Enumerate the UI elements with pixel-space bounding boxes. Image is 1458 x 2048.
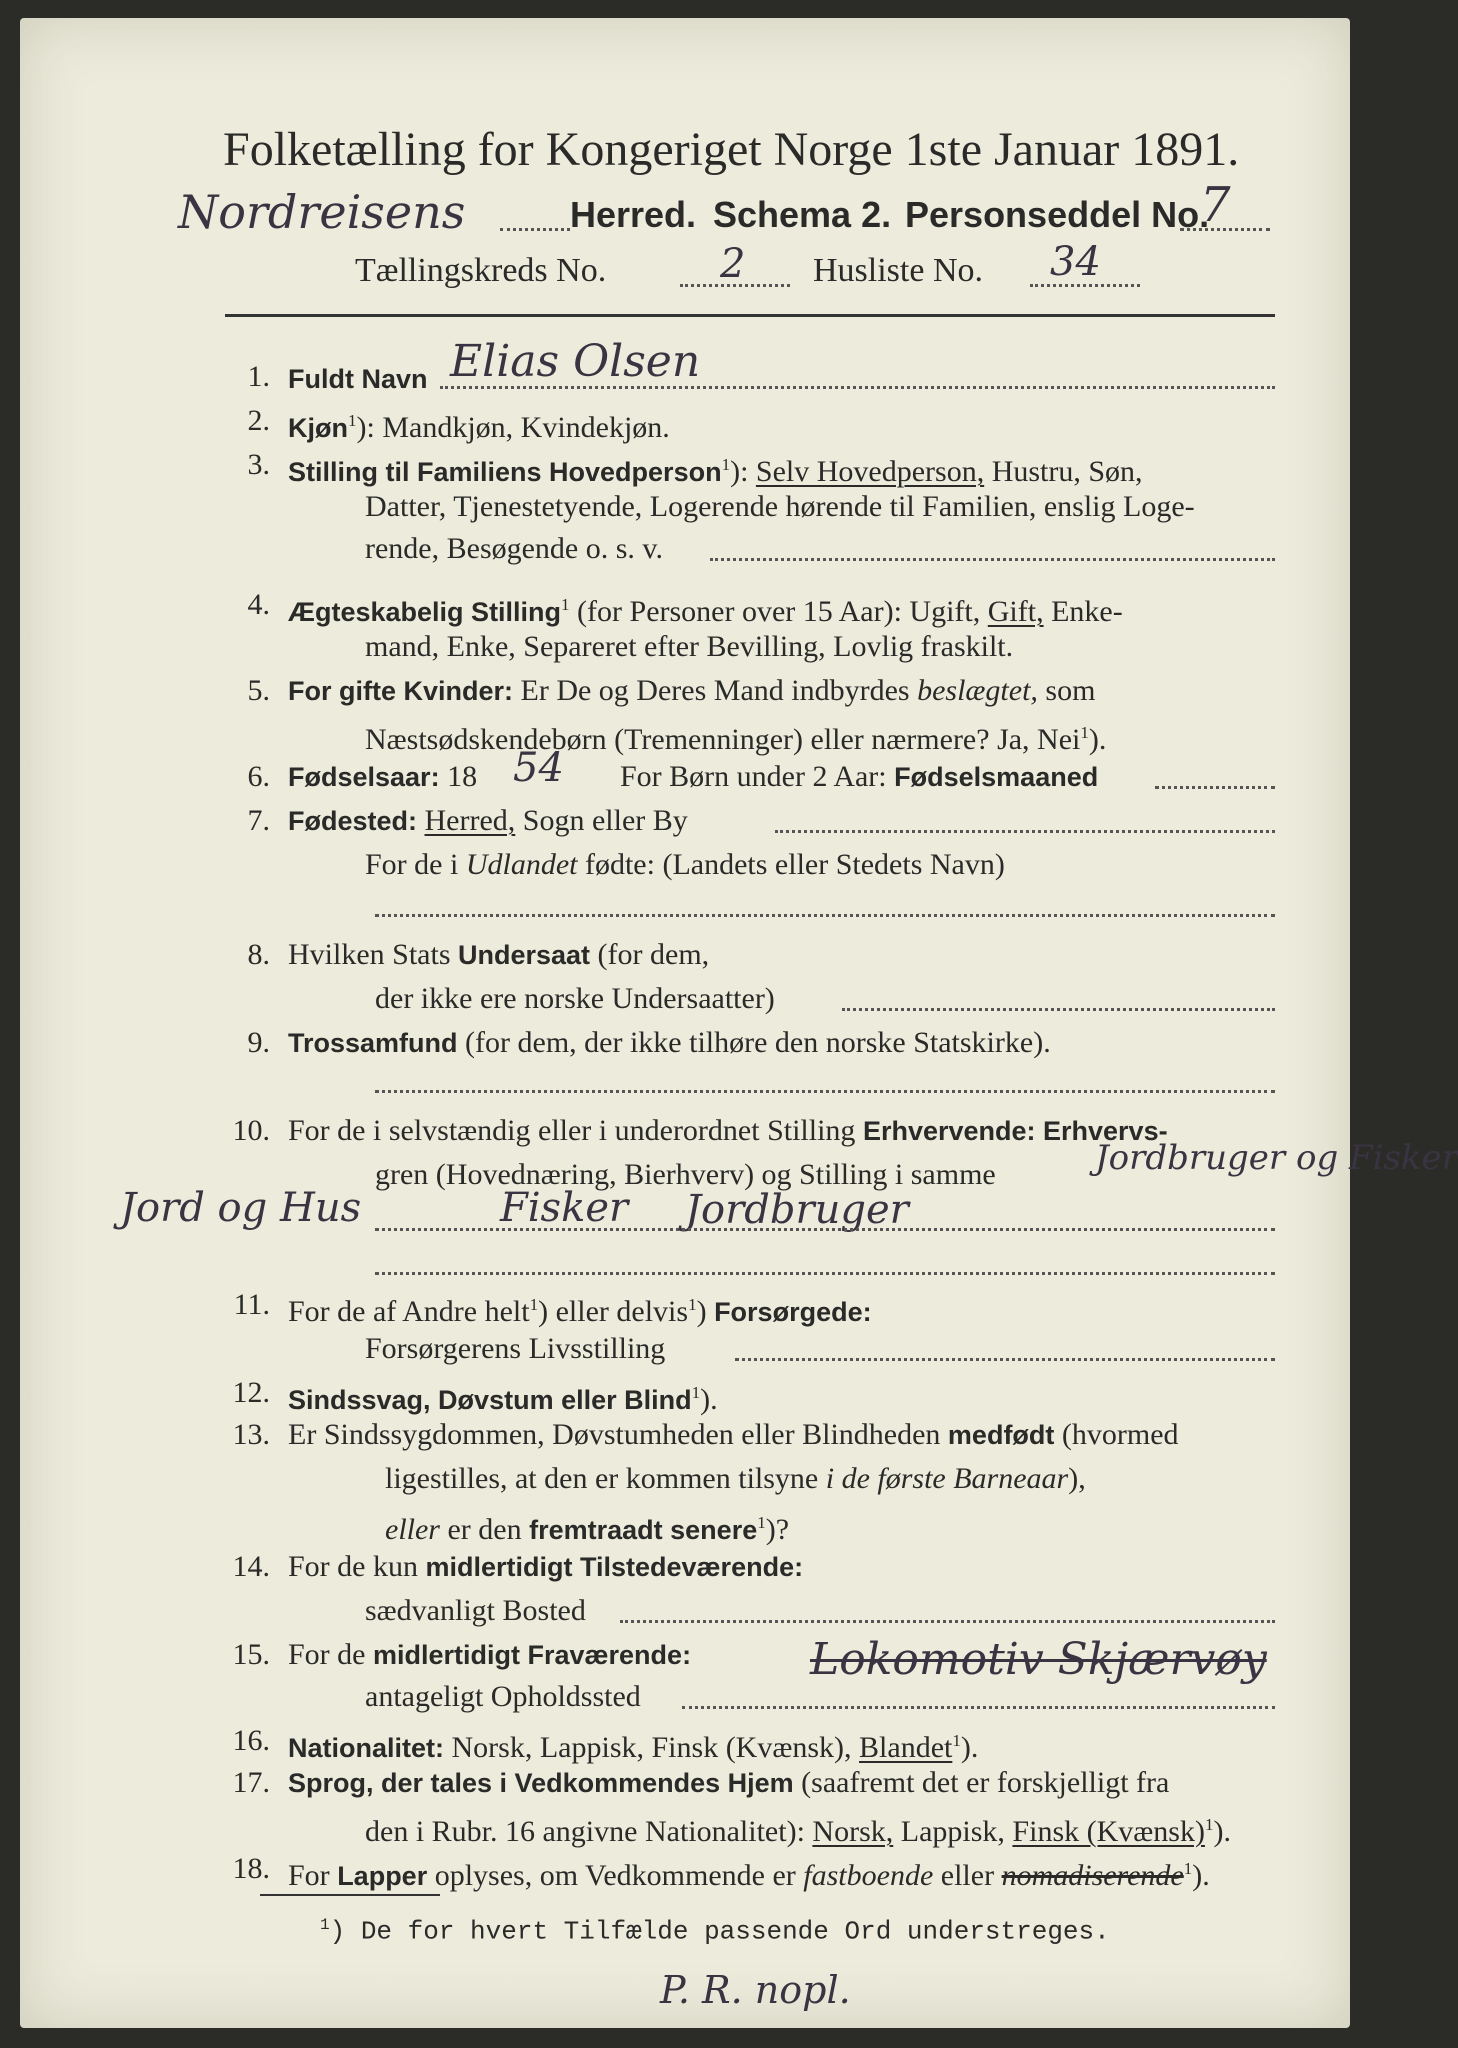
item-number: 10. — [232, 1114, 270, 1147]
form-title: Folketælling for Kongeriget Norge 1ste Januar 1891. — [223, 123, 1240, 176]
item-number: 1. — [247, 360, 270, 393]
item-number: 6. — [247, 760, 270, 793]
dotted-leader — [710, 558, 1275, 561]
dotted-leader — [500, 228, 570, 231]
dotted-leader — [1030, 284, 1140, 287]
item-number: 13. — [232, 1418, 270, 1451]
herred-label: Herred. — [570, 194, 697, 235]
item-number: 11. — [233, 1288, 270, 1321]
q2-text: Kjøn$^1$): Mandkjøn, Kvindekjøn. — [288, 411, 670, 444]
q14-line1: For de kun midlertidigt Tilstedeværende: — [288, 1550, 804, 1583]
q13-line1: Er Sindssygdommen, Døvstumheden eller Blindheden medfødt (hvormed — [288, 1418, 1179, 1451]
q12-line: Sindssvag, Døvstum eller Blind$^1$). — [288, 1383, 718, 1416]
item-number: 9. — [247, 1026, 270, 1059]
dotted-leader — [440, 386, 1275, 389]
item-number: 17. — [232, 1766, 270, 1799]
herred-value: Nordreisens — [178, 185, 466, 239]
item-number: 12. — [232, 1376, 270, 1409]
q10-answer-d: Jordbruger — [685, 1187, 909, 1233]
q7-line1: Fødested: Herred, Sogn eller By — [288, 804, 688, 837]
q1-answer: Elias Olsen — [450, 336, 701, 387]
dotted-leader — [735, 1358, 1275, 1361]
q6-answer: 54 — [513, 745, 564, 791]
q8-line2: der ikke ere norske Undersaatter) — [375, 982, 775, 1015]
q14-line2: sædvanligt Bosted — [365, 1594, 586, 1627]
q5-line1: For gifte Kvinder: Er De og Deres Mand indbyrdes beslægtet, som — [288, 674, 1096, 707]
q10-line2: gren (Hovednæring, Bierhverv) og Stilling i samme — [375, 1158, 996, 1191]
q3-line2: Datter, Tjenestetyende, Logerende hørende til Familien, enslig Loge- — [365, 490, 1195, 523]
q5-line2: Næstsødskendebørn (Tremenninger) eller nærmere? Ja, Nei$^1$). — [365, 723, 1107, 756]
dotted-leader — [620, 1620, 1275, 1623]
q10-answer-c: Fisker — [500, 1185, 629, 1231]
q15-line1: For de midlertidigt Fraværende: — [288, 1638, 692, 1671]
schema-label: Schema 2. — [713, 194, 892, 235]
item-number: 8. — [247, 938, 270, 971]
dotted-leader — [375, 1090, 1275, 1093]
dotted-leader — [1155, 786, 1275, 789]
q4-line2: mand, Enke, Separeret efter Bevilling, Lovlig fraskilt. — [365, 630, 1014, 663]
q13-line3: eller er den fremtraadt senere$^1$)? — [385, 1513, 790, 1546]
dotted-leader — [375, 1272, 1275, 1275]
q3-line1: Stilling til Familiens Hovedperson$^1$): Selv Hovedperson, Hustru, Søn, — [288, 455, 1143, 488]
item-number: 2. — [247, 404, 270, 437]
kreds-value: 2 — [720, 241, 746, 287]
q8-line1: Hvilken Stats Undersaat (for dem, — [288, 938, 710, 971]
q7-line2: For de i Udlandet fødte: (Landets eller Stedets Navn) — [365, 848, 1005, 881]
q15-answer: Lokomotiv Skjærvøy — [810, 1634, 1267, 1685]
dotted-leader — [842, 1008, 1275, 1011]
q4-line1: Ægteskabelig Stilling$^1$ (for Personer over 15 Aar): Ugift, Gift, Enke- — [288, 595, 1123, 628]
footnote-rule — [260, 1894, 440, 1896]
footnote: $^1$) De for hvert Tilfælde passende Ord understreges. — [320, 1916, 1110, 1947]
item-number: 14. — [232, 1550, 270, 1583]
dotted-leader — [680, 284, 790, 287]
item-number: 16. — [232, 1724, 270, 1757]
item-number: 15. — [232, 1638, 270, 1671]
dotted-leader — [775, 830, 1275, 833]
q17-line1: Sprog, der tales i Vedkommendes Hjem (saafremt det er forskjelligt fra — [288, 1766, 1170, 1799]
dotted-leader — [375, 914, 1275, 917]
q11-line2: Forsørgerens Livsstilling — [365, 1332, 666, 1365]
item-number: 7. — [247, 804, 270, 837]
item-number: 5. — [247, 674, 270, 707]
q3-line3: rende, Besøgende o. s. v. — [365, 532, 663, 565]
census-form — [20, 18, 1458, 2028]
q11-line1: For de af Andre helt$^1$) eller delvis$^1$) Forsørgede: — [288, 1295, 872, 1328]
husliste-value: 34 — [1050, 239, 1101, 285]
personseddel-label: Personseddel No. — [905, 194, 1210, 235]
q6-line: Fødselsaar: 18 — [288, 760, 478, 793]
q6-middle: For Børn under 2 Aar: Fødselsmaaned — [620, 760, 1099, 793]
dotted-leader — [375, 1228, 1275, 1231]
item-number: 3. — [247, 448, 270, 481]
q13-line2: ligestilles, at den er kommen tilsyne i de første Barneaar), — [385, 1462, 1086, 1495]
husliste-label: Husliste No. — [813, 252, 983, 289]
q10-line1: For de i selvstændig eller i underordnet Stilling Erhvervende: Erhvervs- — [288, 1114, 1168, 1147]
q10-answer-b: Jord og Hus — [120, 1185, 362, 1231]
personseddel-value: 7 — [1200, 177, 1231, 233]
dotted-leader — [1180, 228, 1270, 231]
q15-line2: antageligt Opholdssted — [365, 1680, 641, 1713]
item-number: 18. — [232, 1852, 270, 1885]
q17-line2: den i Rubr. 16 angivne Nationalitet): Norsk, Lappisk, Finsk (Kvænsk)$^1$). — [365, 1815, 1231, 1848]
q16-line: Nationalitet: Norsk, Lappisk, Finsk (Kvænsk), Blandet$^1$). — [288, 1731, 979, 1764]
dotted-leader — [682, 1706, 1275, 1709]
q10-answer-a: Jordbruger og Fisker — [1095, 1138, 1458, 1178]
header-rule — [225, 314, 1275, 317]
item-number: 4. — [247, 588, 270, 621]
signature: P. R. nopl. — [660, 1968, 851, 2012]
q9-line: Trossamfund (for dem, der ikke tilhøre den norske Statskirke). — [288, 1026, 1051, 1059]
q18-line: For Lapper oplyses, om Vedkommende er fastboende eller nomadiserende$^1$). — [288, 1859, 1210, 1892]
q1-label: Fuldt Navn — [288, 364, 428, 394]
kreds-label: Tællingskreds No. — [355, 252, 607, 289]
